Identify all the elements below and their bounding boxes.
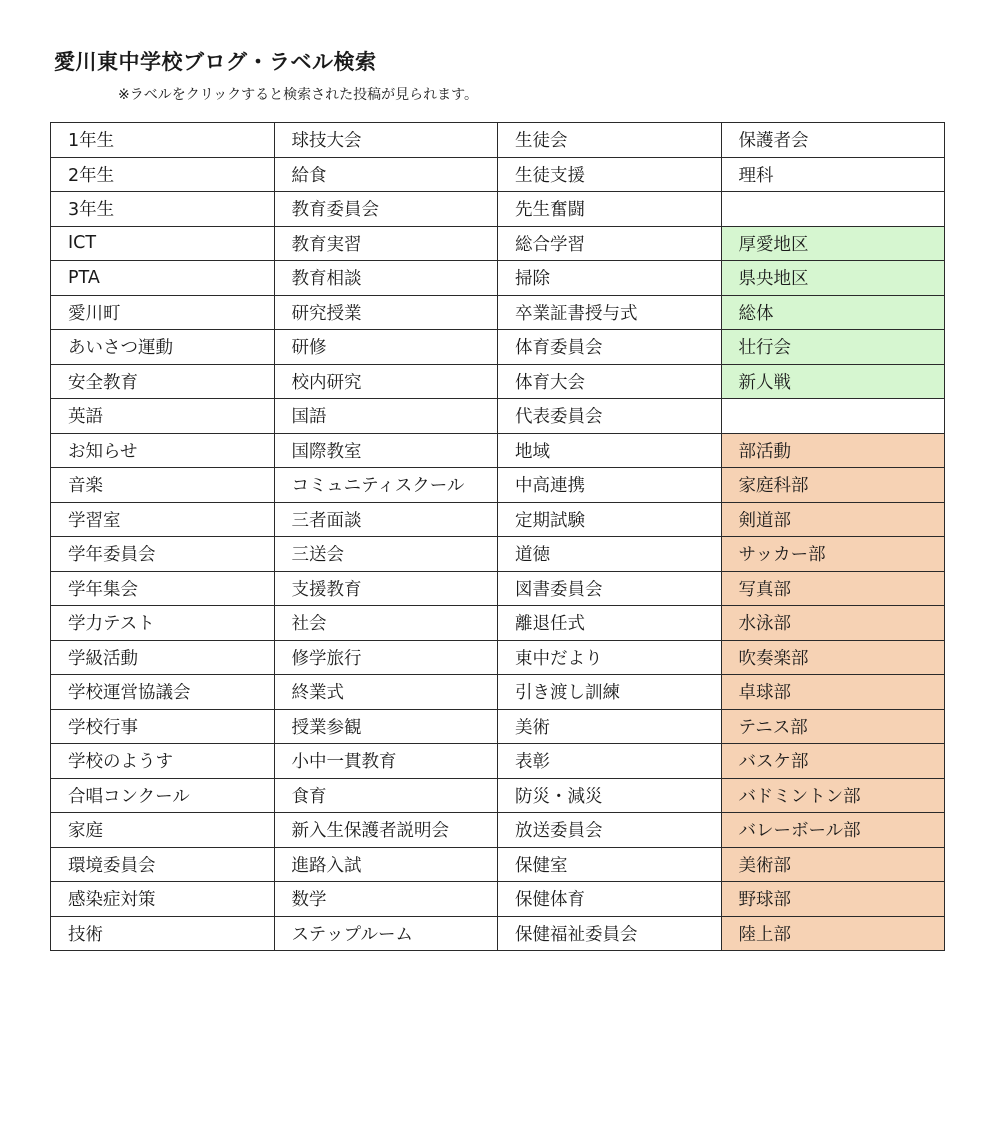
label-link[interactable]: 厚愛地区 (721, 226, 945, 261)
label-link[interactable]: 家庭 (51, 813, 275, 848)
label-link[interactable]: 代表委員会 (498, 399, 722, 434)
label-link[interactable]: 壮行会 (721, 330, 945, 365)
label-link[interactable]: 国語 (274, 399, 498, 434)
label-link[interactable]: 陸上部 (721, 916, 945, 951)
label-link[interactable]: 掃除 (498, 261, 722, 296)
label-link[interactable]: 教育実習 (274, 226, 498, 261)
label-link[interactable]: 学力テスト (51, 606, 275, 641)
label-link[interactable]: 県央地区 (721, 261, 945, 296)
label-link[interactable]: 写真部 (721, 571, 945, 606)
label-link[interactable]: 教育相談 (274, 261, 498, 296)
label-link[interactable]: 卒業証書授与式 (498, 295, 722, 330)
label-link[interactable]: 図書委員会 (498, 571, 722, 606)
label-link[interactable]: 2年生 (51, 157, 275, 192)
table-row (51, 157, 945, 192)
label-link[interactable]: 国際教室 (274, 433, 498, 468)
table-row (51, 813, 945, 848)
instruction-note: ※ラベルをクリックすると検索された投稿が見られます。 (118, 87, 479, 103)
label-link[interactable]: 英語 (51, 399, 275, 434)
label-link[interactable]: 野球部 (721, 882, 945, 917)
label-link[interactable]: 1年生 (51, 123, 275, 158)
label-link[interactable]: 教育委員会 (274, 192, 498, 227)
table-row (51, 916, 945, 951)
label-link[interactable]: PTA (51, 261, 275, 296)
label-link[interactable]: 卓球部 (721, 675, 945, 710)
label-link[interactable]: 三者面談 (274, 502, 498, 537)
label-link[interactable]: あいさつ運動 (51, 330, 275, 365)
label-link[interactable]: 3年生 (51, 192, 275, 227)
table-row (51, 640, 945, 675)
label-link[interactable]: 放送委員会 (498, 813, 722, 848)
label-link[interactable]: 体育大会 (498, 364, 722, 399)
label-link[interactable]: 剣道部 (721, 502, 945, 537)
label-link[interactable]: 小中一貫教育 (274, 744, 498, 779)
label-link[interactable]: 吹奏楽部 (721, 640, 945, 675)
label-link[interactable]: 進路入試 (274, 847, 498, 882)
label-link[interactable]: 学校運営協議会 (51, 675, 275, 710)
page-title: 愛川東中学校ブログ・ラベル検索 (54, 50, 377, 74)
label-link[interactable]: 防災・減災 (498, 778, 722, 813)
table-row (51, 468, 945, 503)
label-link[interactable]: 学年集会 (51, 571, 275, 606)
label-link[interactable]: 研究授業 (274, 295, 498, 330)
label-link[interactable]: ステップルーム (274, 916, 498, 951)
label-link[interactable]: 愛川町 (51, 295, 275, 330)
label-link[interactable]: 引き渡し訓練 (498, 675, 722, 710)
label-link[interactable]: 終業式 (274, 675, 498, 710)
label-link[interactable]: 生徒支援 (498, 157, 722, 192)
label-link[interactable]: 新人戦 (721, 364, 945, 399)
label-link[interactable]: 感染症対策 (51, 882, 275, 917)
label-link[interactable]: 合唱コンクール (51, 778, 275, 813)
label-link[interactable]: 地域 (498, 433, 722, 468)
label-link[interactable]: 美術部 (721, 847, 945, 882)
label-link[interactable]: バスケ部 (721, 744, 945, 779)
label-link[interactable]: 数学 (274, 882, 498, 917)
label-link[interactable]: ICT (51, 226, 275, 261)
label-link[interactable]: テニス部 (721, 709, 945, 744)
table-row (51, 399, 945, 434)
label-link[interactable]: 研修 (274, 330, 498, 365)
empty-cell (721, 399, 945, 434)
table-row (51, 882, 945, 917)
table-row (51, 330, 945, 365)
label-link[interactable]: 学級活動 (51, 640, 275, 675)
label-link[interactable]: 定期試験 (498, 502, 722, 537)
table-row (51, 675, 945, 710)
label-link[interactable]: 学習室 (51, 502, 275, 537)
table-row (51, 709, 945, 744)
table-row (51, 295, 945, 330)
table-row (51, 433, 945, 468)
label-link[interactable]: 保健体育 (498, 882, 722, 917)
label-link[interactable]: 保健室 (498, 847, 722, 882)
table-row (51, 192, 945, 227)
label-link[interactable]: お知らせ (51, 433, 275, 468)
label-table (50, 122, 945, 951)
table-row (51, 123, 945, 158)
label-link[interactable]: 食育 (274, 778, 498, 813)
label-link[interactable]: 保護者会 (721, 123, 945, 158)
label-link[interactable]: 家庭科部 (721, 468, 945, 503)
table-row (51, 261, 945, 296)
label-link[interactable]: バレーボール部 (721, 813, 945, 848)
label-link[interactable]: 美術 (498, 709, 722, 744)
label-link[interactable]: 学校行事 (51, 709, 275, 744)
label-link[interactable]: 球技大会 (274, 123, 498, 158)
label-link[interactable]: バドミントン部 (721, 778, 945, 813)
label-link[interactable]: 総合学習 (498, 226, 722, 261)
label-link[interactable]: 東中だより (498, 640, 722, 675)
label-link[interactable]: 学校のようす (51, 744, 275, 779)
label-link[interactable]: 三送会 (274, 537, 498, 572)
label-link[interactable]: 給食 (274, 157, 498, 192)
label-link[interactable]: 環境委員会 (51, 847, 275, 882)
label-table-body (51, 123, 945, 951)
label-link[interactable]: 社会 (274, 606, 498, 641)
table-row (51, 571, 945, 606)
label-link[interactable]: 技術 (51, 916, 275, 951)
table-row (51, 606, 945, 641)
label-link[interactable]: 道徳 (498, 537, 722, 572)
empty-cell (721, 192, 945, 227)
table-row (51, 226, 945, 261)
label-link[interactable]: 授業参観 (274, 709, 498, 744)
label-link[interactable]: 校内研究 (274, 364, 498, 399)
label-link[interactable]: 先生奮闘 (498, 192, 722, 227)
label-link[interactable]: 学年委員会 (51, 537, 275, 572)
label-link[interactable]: 支援教育 (274, 571, 498, 606)
label-link[interactable]: 保健福祉委員会 (498, 916, 722, 951)
table-row (51, 364, 945, 399)
label-link[interactable]: 体育委員会 (498, 330, 722, 365)
label-link[interactable]: 新入生保護者説明会 (274, 813, 498, 848)
table-row (51, 502, 945, 537)
label-link[interactable]: 離退任式 (498, 606, 722, 641)
table-row (51, 537, 945, 572)
label-link[interactable]: 音楽 (51, 468, 275, 503)
label-link[interactable]: サッカー部 (721, 537, 945, 572)
label-link[interactable]: 修学旅行 (274, 640, 498, 675)
label-link[interactable]: コミュニティスクール (274, 468, 498, 503)
label-link[interactable]: 中高連携 (498, 468, 722, 503)
label-link[interactable]: 生徒会 (498, 123, 722, 158)
label-link[interactable]: 部活動 (721, 433, 945, 468)
table-row (51, 847, 945, 882)
label-link[interactable]: 水泳部 (721, 606, 945, 641)
label-link[interactable]: 表彰 (498, 744, 722, 779)
label-link[interactable]: 安全教育 (51, 364, 275, 399)
table-row (51, 744, 945, 779)
label-link[interactable]: 総体 (721, 295, 945, 330)
table-row (51, 778, 945, 813)
label-link[interactable]: 理科 (721, 157, 945, 192)
